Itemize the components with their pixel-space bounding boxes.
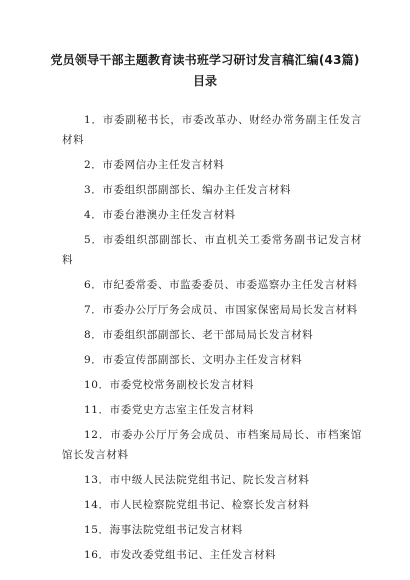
toc-item-6: 6．市纪委常委、市监委委员、市委巡察办主任发言材料 <box>84 279 358 291</box>
toc-item-12: 12．市委办公厅厅务会成员、市档案局局长、市档案馆馆长发言材料 <box>62 429 362 461</box>
document-title: 党员领导干部主题教育读书班学习研讨发言稿汇编(43篇) <box>50 53 360 67</box>
toc-item-13: 13．市中级人民法院党组书记、院长发言材料 <box>84 474 310 486</box>
toc-item-11: 11．市委党史方志室主任发言材料 <box>84 404 254 416</box>
toc-item-15: 15．海事法院党组书记发言材料 <box>84 524 243 536</box>
toc-item-9: 9．市委宣传部副部长、文明办主任发言材料 <box>84 354 303 366</box>
toc-item-8: 8．市委组织部副部长、老干部局局长发言材料 <box>84 329 314 341</box>
toc-item-3: 3．市委组织部副部长、编办主任发言材料 <box>84 184 292 196</box>
toc-item-16: 16．市发改委党组书记、主任发言材料 <box>84 549 277 561</box>
toc-item-1: 1．市委副秘书长，市委改革办、财经办常务副主任发言材料 <box>62 114 362 146</box>
toc-heading: 目录 <box>192 74 217 88</box>
toc-item-4: 4．市委台港澳办主任发言材料 <box>84 209 236 221</box>
toc-item-5: 5．市委组织部副部长、市直机关工委常务副书记发言材料 <box>62 234 362 266</box>
toc-item-10: 10．市委党校常务副校长发言材料 <box>84 379 254 391</box>
toc-item-2: 2．市委网信办主任发言材料 <box>84 159 225 171</box>
table-of-contents <box>62 110 362 570</box>
toc-item-14: 14．市人民检察院党组书记、检察长发言材料 <box>84 499 310 511</box>
toc-item-7: 7．市委办公厅厅务会成员、市国家保密局局长发言材料 <box>84 304 358 316</box>
